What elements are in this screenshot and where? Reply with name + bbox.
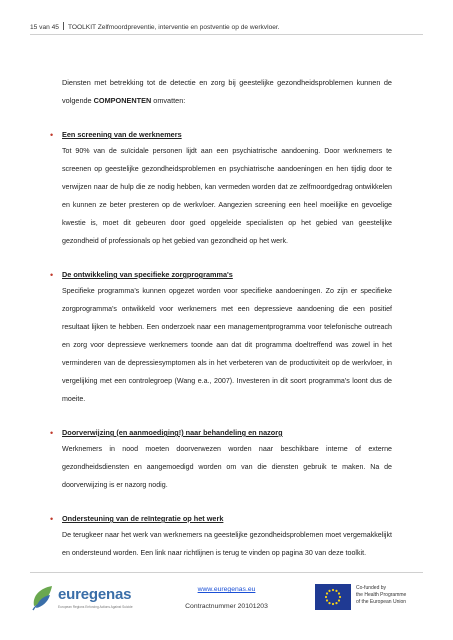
footer-divider — [30, 572, 423, 573]
intro-text: Diensten met betrekking tot de detectie en zorg bij geestelijke gezondheidsproblemen kunnen de volgende — [62, 78, 392, 105]
page-header — [30, 22, 280, 31]
cofunded-line: the Health Programme — [356, 592, 407, 598]
intro-text-end: omvatten: — [151, 96, 186, 105]
bullet-icon: • — [50, 270, 54, 280]
item-body: Tot 90% van de suïcidale personen lijdt aan een psychiatrische aandoening. Door werknemers te screenen op geestelijke gezondheidsproblemen en psychiatrische aandoeningen en hen tijdig door te verwijzen naar de hulp die ze nodig hebben, kan vermeden worden dat ze zelfmoordgedrag ontwikkelen en kunnen ze beter presteren op de werkvloer. Aangezien screening een heel moeilijke en gevoelige kwestie is, moet dit gebeuren door goed opgeleide specialisten op het gebied van geestelijke gezondheid of professionals op het gebied van gezondheid op het werk. — [62, 147, 392, 245]
item-title: Ondersteuning van de reïntegratie op het werk — [62, 514, 224, 523]
item-title: De ontwikkeling van specifieke zorgprogramma's — [62, 270, 233, 279]
item-title: Een screening van de werknemers — [62, 130, 182, 139]
page-footer — [0, 572, 453, 640]
item-title: Doorverwijzing (en aanmoediging!) naar behandeling en nazorg — [62, 428, 283, 437]
eu-flag-icon — [315, 584, 351, 610]
list-item — [50, 426, 392, 494]
bullet-icon: • — [50, 130, 54, 140]
header-separator — [63, 22, 64, 30]
intro-paragraph — [62, 74, 392, 110]
main-content — [50, 74, 392, 562]
logo-wordmark: euregenas — [58, 586, 132, 603]
list-item — [50, 128, 392, 250]
bullet-icon: • — [50, 514, 54, 524]
cofunded-line: Co-funded by — [356, 585, 387, 591]
logo-tagline: European Regions Enforcing Actions Against Suicide — [58, 605, 133, 609]
header-divider — [30, 34, 423, 35]
list-item — [50, 268, 392, 408]
cofunded-line: of the European Union — [356, 599, 407, 605]
bullet-icon: • — [50, 428, 54, 438]
list-item — [50, 512, 392, 562]
website-link[interactable]: www.euregenas.eu — [197, 586, 256, 593]
document-title: TOOLKIT Zelfmoordpreventie, interventie en postventie op de werkvloer. — [67, 24, 280, 31]
item-body: Werknemers in nood moeten doorverwezen worden naar beschikbare interne of externe gezondheidsdiensten en aangemoedigd worden om van die diensten gebruik te maken. Na de doorverwijzing is er nazorg nodig. — [62, 445, 392, 489]
item-body: Specifieke programma’s kunnen opgezet worden voor specifieke aandoeningen. Zo zijn er specifieke zorgprogramma's ontwikkeld voor werknemers met een depressieve aandoening die een positief resultaat lijken te hebben. Een onderzoek naar een managementprogramma voor telefonische outreach en zorg voor depressieve werknemers toonde aan dat dit programma doeltreffend was zowel in het verminderen van de depressiesymptomen als in het verbeteren van de productiviteit op de werkvloer, in vergelijking met een controlegroep (Wang e.a., 2007). Investeren in dit soort programma's loont dus de moeite. — [62, 287, 392, 403]
item-body: De terugkeer naar het werk van werknemers na geestelijke gezondheidsproblemen moet vergemakkelijkt en ondersteund worden. Een link naar richtlijnen is terug te vinden op pagina 30 van deze toolkit. — [62, 531, 392, 557]
intro-bold-term: COMPONENTEN — [93, 96, 152, 105]
cofunded-text — [356, 585, 436, 606]
page-number: 15 van 45 — [30, 24, 59, 31]
contract-number: Contractnummer 20101203 — [185, 603, 268, 610]
